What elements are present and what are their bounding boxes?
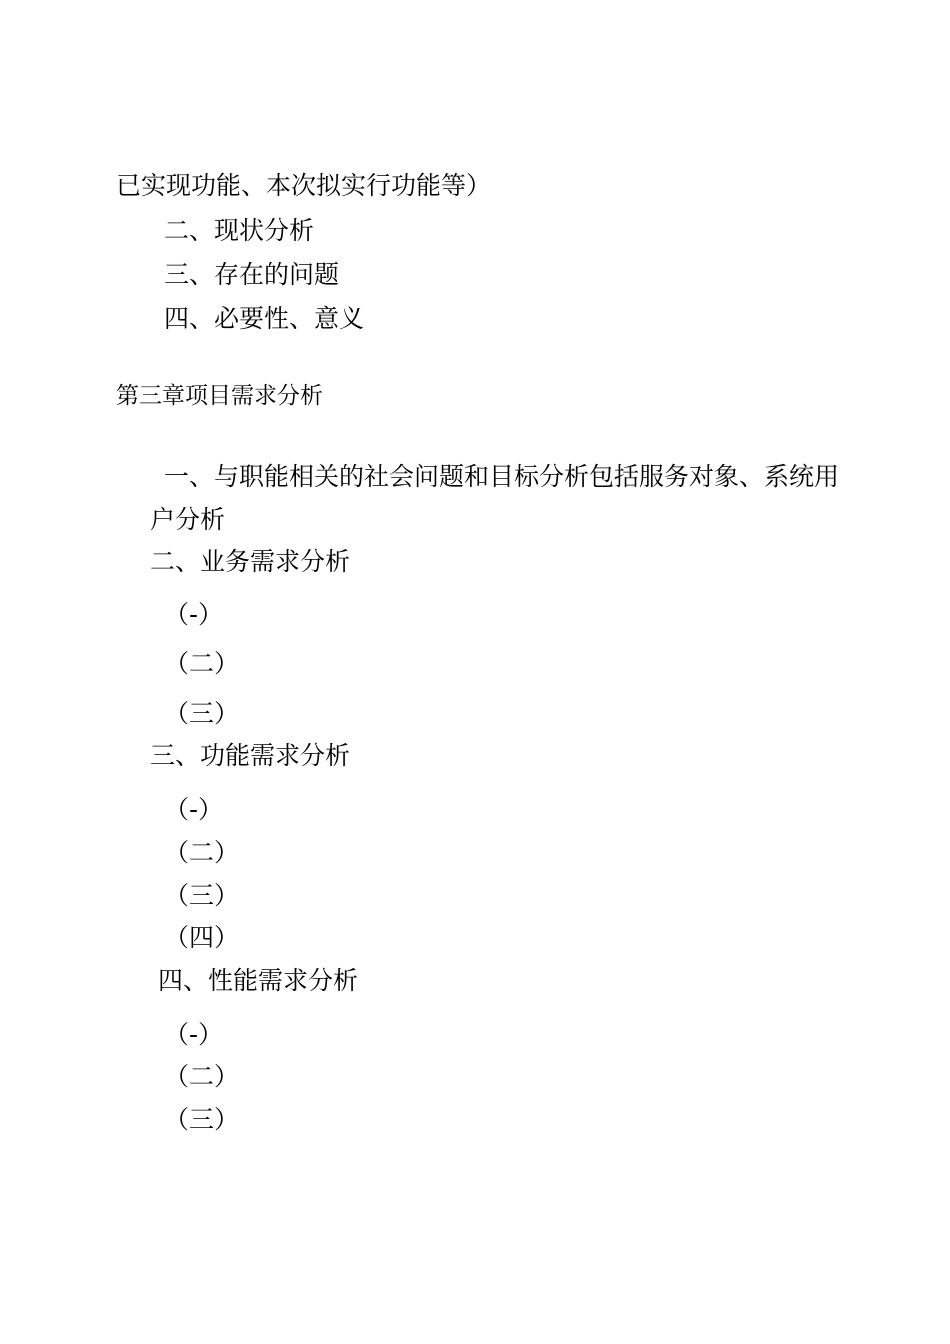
section4-item-3: （三） — [164, 1105, 240, 1134]
section2-heading: 二、业务需求分析 — [150, 547, 351, 576]
section4-item-2: （二） — [164, 1062, 240, 1091]
section3-item-3: （三） — [164, 881, 240, 910]
section3-item-1: （-） — [164, 795, 224, 824]
section2-item-1: （-） — [164, 600, 224, 629]
heading-status-analysis: 二、现状分析 — [164, 216, 315, 245]
section3-item-4: （四） — [164, 923, 240, 952]
section3-heading: 三、功能需求分析 — [150, 741, 351, 770]
heading-existing-problems: 三、存在的问题 — [164, 260, 340, 289]
chapter-title: 第三章项目需求分析 — [116, 383, 323, 409]
section4-heading: 四、性能需求分析 — [158, 966, 359, 995]
section4-item-1: （-） — [164, 1020, 224, 1049]
section2-item-2: （二） — [164, 649, 240, 678]
section1-line2: 户分析 — [150, 505, 226, 534]
heading-necessity: 四、必要性、意义 — [164, 304, 365, 333]
continuation-text: 已实现功能、本次拟实行功能等） — [116, 171, 492, 200]
section1-line1: 一、与职能相关的社会问题和目标分析包括服务对象、系统用 — [164, 462, 840, 491]
section3-item-2: （二） — [164, 838, 240, 867]
section2-item-3: （三） — [164, 699, 240, 728]
